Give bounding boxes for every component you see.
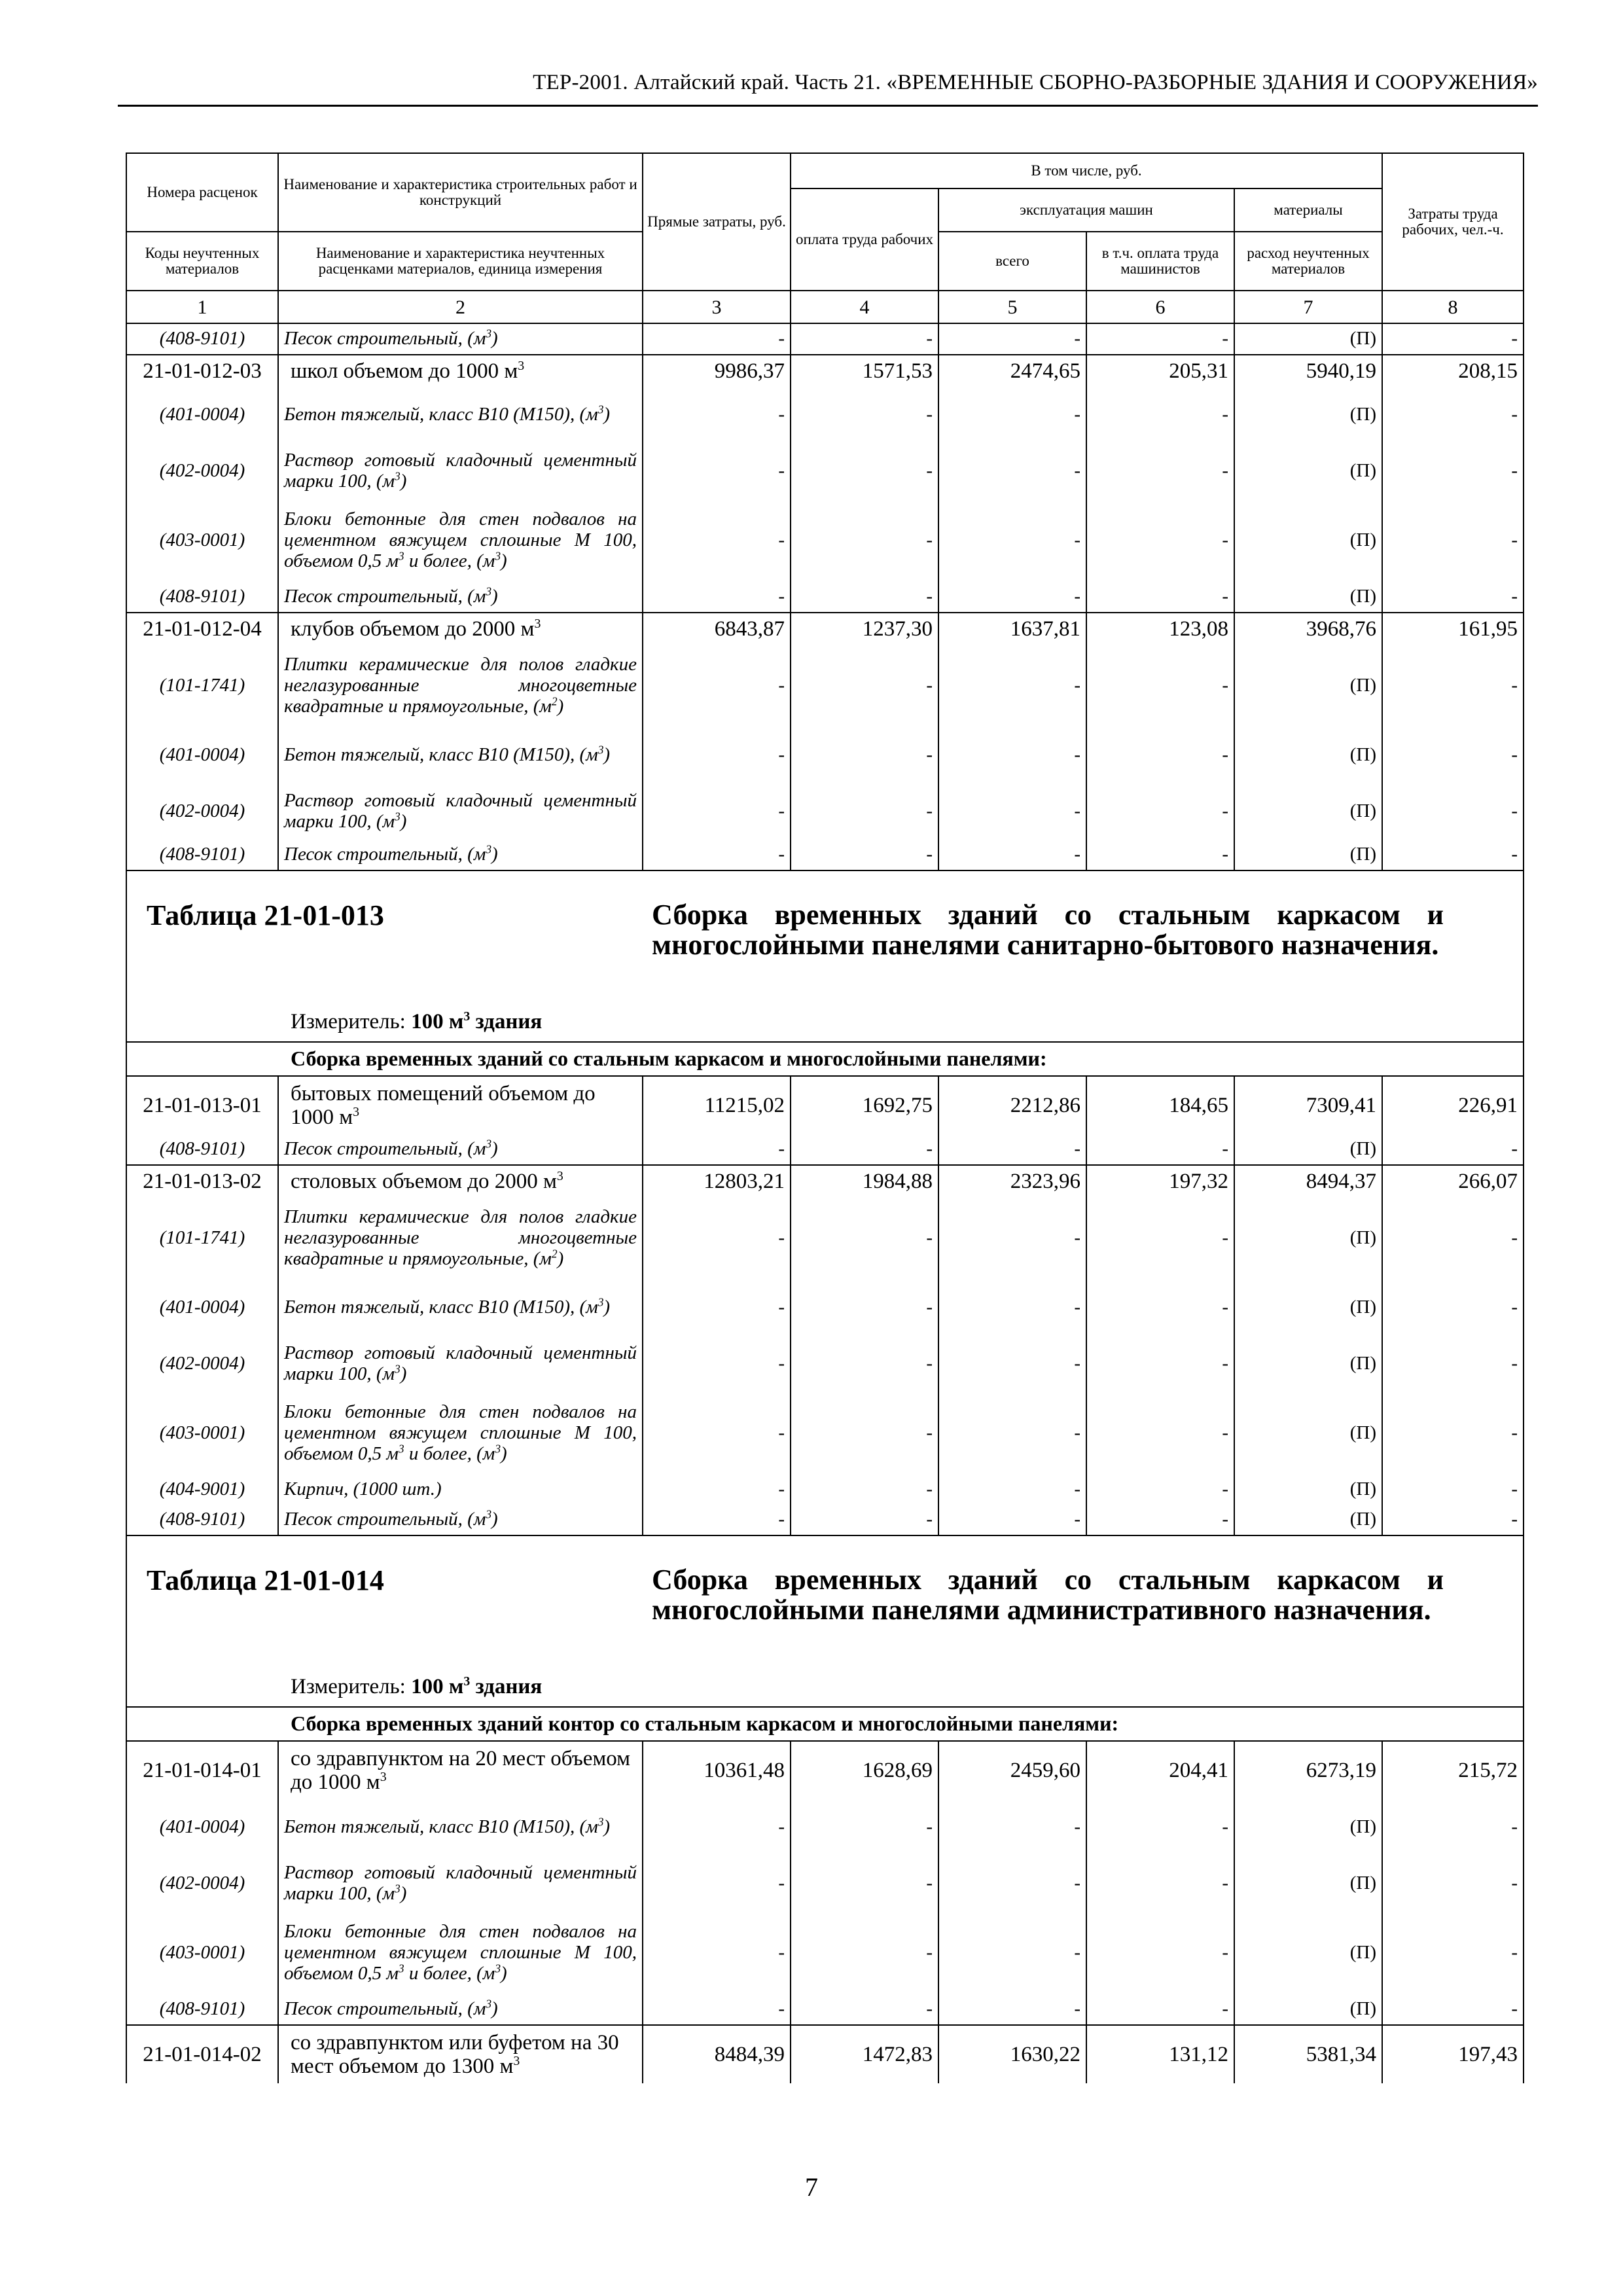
table-section-header: [126, 870, 1524, 1042]
material-row: (101-1741) Плитки керамические для полов гладкие неглазурованные многоцветные квадратные и прямоугольные, $(м^2)$ - - - - (П) -: [126, 645, 1524, 727]
col-number: 5: [938, 291, 1086, 323]
table-row: 21-01-012-03 школ объемом до 1000 $м^3$ 9986,37 1571,53 2474,65 205,31 5940,19 208,15: [126, 355, 1524, 387]
section-title: Сборка временных зданий со стальным каркасом и многослойными панелями санитарно-бытового назначения.: [652, 899, 1444, 961]
material-row: (408-9101) Песок строительный, $(м^3)$ - - - - (П) -: [126, 1134, 1524, 1165]
material-row: (401-0004) Бетон тяжелый, класс В10 (М150), $(м^3)$ - - - - (П) -: [126, 1280, 1524, 1336]
col-number: 4: [791, 291, 938, 323]
material-row: (402-0004) Раствор готовый кладочный цементный марки 100, $(м^3)$ - - - - (П) -: [126, 1336, 1524, 1392]
material-row: (401-0004) Бетон тяжелый, класс В10 (М150), $(м^3)$ - - - - (П) -: [126, 387, 1524, 443]
running-header: ТЕР-2001. Алтайский край. Часть 21. «ВРЕМЕННЫЕ СБОРНО-РАЗБОРНЫЕ ЗДАНИЯ И СООРУЖЕНИЯ»: [533, 71, 1538, 94]
col7-header: расход неучтенных материалов: [1234, 232, 1382, 291]
section-label: Таблица 21-01-013: [147, 899, 384, 931]
table-row: 21-01-014-01 со здравпунктом на 20 мест объемом до 1000 $м^3$ 10361,48 1628,69 2459,60 204,41 6273,19 215,72: [126, 1741, 1524, 1799]
col-number: 8: [1382, 291, 1524, 323]
col-number: 7: [1234, 291, 1382, 323]
col4-header: оплата труда рабочих: [791, 188, 938, 291]
material-row: (401-0004) Бетон тяжелый, класс В10 (М150), $(м^3)$ - - - - (П) -: [126, 727, 1524, 783]
material-row: (408-9101) Песок строительный, $(м^3)$ - - - - (П) -: [126, 840, 1524, 870]
material-row: (408-9101) Песок строительный, $(м^3)$ - - - - (П) -: [126, 582, 1524, 613]
col-number: 3: [643, 291, 791, 323]
col-number: 2: [278, 291, 643, 323]
table-row: 21-01-013-01 бытовых помещений объемом до 1000 $м^3$ 11215,02 1692,75 2212,86 184,65 7309,41 226,91: [126, 1076, 1524, 1134]
section-measure: Измеритель: 100 $м^3$ здания: [291, 1009, 543, 1033]
material-row: (402-0004) Раствор готовый кладочный цементный марки 100, $(м^3)$ - - - - (П) -: [126, 783, 1524, 840]
section-label: Таблица 21-01-014: [147, 1564, 384, 1596]
material-row: (402-0004) Раствор готовый кладочный цементный марки 100, $(м^3)$ - - - - (П) -: [126, 1856, 1524, 1912]
table-row: 21-01-013-02 столовых объемом до 2000 $м^3$ 12803,21 1984,88 2323,96 197,32 8494,37 266,07: [126, 1165, 1524, 1197]
section-measure: Измеритель: 100 $м^3$ здания: [291, 1674, 543, 1698]
material-row: (403-0001) Блоки бетонные для стен подвалов на цементном вяжущем сплошные М 100, объемом 0,5 $м^3$ и более, $(м^3)$ - - - - (П) -: [126, 1392, 1524, 1475]
col6-header: в т.ч. оплата труда машинистов: [1086, 232, 1234, 291]
section-subheading: Сборка временных зданий контор со стальным каркасом и многослойными панелями:: [126, 1707, 1524, 1741]
table-row: 21-01-014-02 со здравпунктом или буфетом на 30 мест объемом до 1300 $м^3$ 8484,39 1472,83 1630,22 131,12 5381,34 197,43: [126, 2025, 1524, 2083]
material-row: (403-0001) Блоки бетонные для стен подвалов на цементном вяжущем сплошные М 100, объемом 0,5 $м^3$ и более, $(м^3)$ - - - - (П) -: [126, 1912, 1524, 1994]
col-number: 6: [1086, 291, 1234, 323]
col2-top-header: Наименование и характеристика строительных работ и конструкций: [278, 153, 643, 232]
section-subheading: Сборка временных зданий со стальным каркасом и многослойными панелями:: [126, 1042, 1524, 1076]
material-row: (401-0004) Бетон тяжелый, класс В10 (М150), $(м^3)$ - - - - (П) -: [126, 1799, 1524, 1856]
col3-header: Прямые затраты, руб.: [643, 153, 791, 291]
material-row: (101-1741) Плитки керамические для полов гладкие неглазурованные многоцветные квадратные и прямоугольные, $(м^2)$ - - - - (П) -: [126, 1197, 1524, 1280]
col1-top-header: Номера расценок: [126, 153, 278, 232]
material-row: (408-9101) Песок строительный, $(м^3)$ - - - - (П) -: [126, 1994, 1524, 2025]
materials-header: материалы: [1234, 188, 1382, 232]
col8-header: Затраты труда рабочих, чел.-ч.: [1382, 153, 1524, 291]
material-row: (408-9101) Песок строительный, $(м^3)$ - - - - (П) -: [126, 1505, 1524, 1535]
machines-header: эксплуатация машин: [938, 188, 1234, 232]
table-row: 21-01-012-04 клубов объемом до 2000 $м^3$ 6843,87 1237,30 1637,81 123,08 3968,76 161,95: [126, 613, 1524, 645]
col1-bottom-header: Коды неучтенных материалов: [126, 232, 278, 291]
col5-header: всего: [938, 232, 1086, 291]
material-row: (402-0004) Раствор готовый кладочный цементный марки 100, $(м^3)$ - - - - (П) -: [126, 443, 1524, 499]
page-number: 7: [805, 2172, 818, 2202]
header-rule: [118, 105, 1538, 107]
material-row: (408-9101) Песок строительный, $(м^3)$ - - - - (П) -: [126, 323, 1524, 355]
section-title: Сборка временных зданий со стальным каркасом и многослойными панелями административного назначения.: [652, 1564, 1444, 1626]
col2-bottom-header: Наименование и характеристика неучтенных расценками материалов, единица измерения: [278, 232, 643, 291]
table-section-header: [126, 1535, 1524, 1707]
price-table: [126, 152, 1524, 2083]
including-header: В том числе, руб.: [791, 153, 1382, 188]
material-row: (403-0001) Блоки бетонные для стен подвалов на цементном вяжущем сплошные М 100, объемом 0,5 $м^3$ и более, $(м^3)$ - - - - (П) -: [126, 499, 1524, 582]
material-row: (404-9001) Кирпич, (1000 шт.) - - - - (П) -: [126, 1475, 1524, 1505]
col-number: 1: [126, 291, 278, 323]
